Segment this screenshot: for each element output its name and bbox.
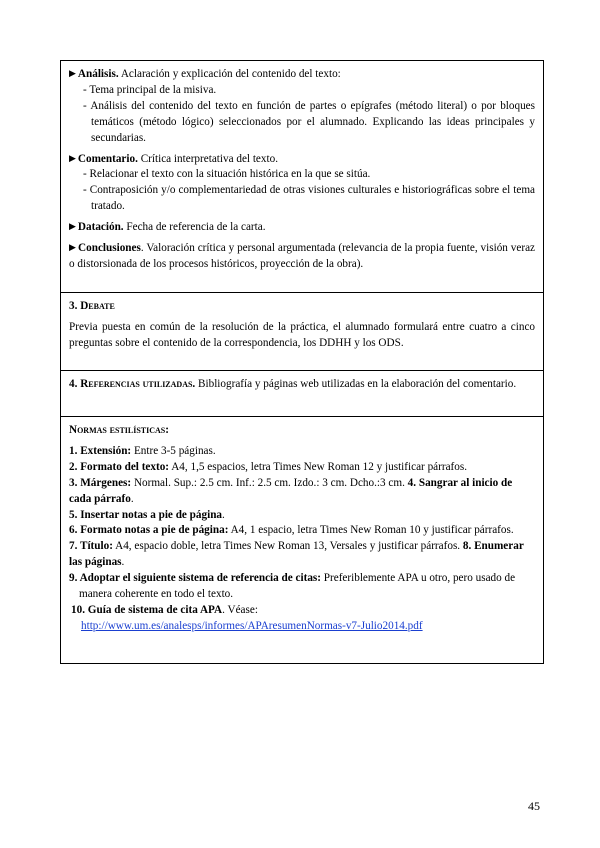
norm-label: 2. Formato del texto: (69, 460, 170, 473)
norm-label: 3. Márgenes: (69, 476, 132, 489)
references-title: Referencias utilizadas. (80, 378, 196, 390)
comentario-text: Crítica interpretativa del texto. (137, 152, 278, 165)
norm-text: Entre 3-5 páginas. (131, 444, 216, 457)
right-triangle-icon: ▶ (69, 68, 76, 78)
norm-text: A4, 1 espacio, letra Times New Roman 10 y justificar párrafos. (228, 524, 514, 537)
conclusiones-title: Conclusiones (78, 242, 141, 255)
list-item: - Tema principal de la misiva. (83, 83, 217, 96)
debate-title: Debate (80, 300, 115, 312)
debate-number: 3. (69, 300, 81, 312)
norm-label: 10. Guía de sistema de cita APA (71, 603, 223, 616)
debate-section (60, 292, 544, 370)
norm-text: Normal. Sup.: 2.5 cm. Inf.: 2.5 cm. Izdo.: 3 cm. Dcho.:3 cm. (131, 476, 408, 489)
right-triangle-icon: ▶ (69, 242, 77, 253)
norm-link-row (69, 619, 535, 635)
analisis-title: Análisis. (77, 68, 119, 80)
norm-label: 4. Sangrar al inicio de cada párrafo (69, 476, 513, 505)
comentario-title: Comentario. (77, 152, 138, 165)
norm-item (69, 523, 535, 539)
norm-item (69, 476, 535, 508)
page-number: 45 (528, 799, 540, 813)
conclusiones-text: . Valoración crítica y personal argumentada (relevancia de la propia fuente, visión veraz o distorsionada de los procesos históricos, proyección de la obra). (69, 242, 536, 270)
references-number: 4. (69, 378, 81, 390)
norm-text: . (130, 492, 134, 505)
norm-label: 1. Extensión: (69, 444, 132, 457)
norm-label: 8. Enumerar las páginas (69, 540, 524, 569)
norm-label: 6. Formato notas a pie de página: (69, 524, 229, 537)
norm-label: 5. Insertar notas a pie de página (69, 508, 223, 521)
norm-item (69, 444, 535, 460)
list-item: - Análisis del contenido del texto en función de partes o epígrafes (método literal) o por bloques temáticos (método lógico) seleccionados por el alumnado. Explicando las ideas principales y secundarias. (83, 99, 535, 144)
debate-text: Previa puesta en común de la resolución de la práctica, el alumnado formulará entre cuatro a cinco preguntas sobre el contenido de la correspondencia, los DDHH y los ODS. (69, 320, 535, 349)
norm-text: . (222, 508, 225, 521)
comentario-heading (69, 152, 535, 168)
norm-label: 7. Título: (69, 540, 113, 553)
right-triangle-icon: ▶ (69, 221, 76, 232)
apa-guide-link[interactable]: http://www.um.es/analesps/informes/APAresumenNormas-v7-Julio2014.pdf (81, 619, 423, 632)
datacion-heading (69, 220, 535, 236)
norm-item (69, 603, 535, 619)
norm-label: 9. Adoptar el siguiente sistema de referencia de citas: (69, 572, 321, 585)
norm-text: A4, 1,5 espacios, letra Times New Roman 12 y justificar párrafos. (169, 460, 468, 473)
norm-text: . (121, 556, 125, 569)
references-text: Bibliografía y páginas web utilizadas en la elaboración del comentario. (195, 378, 517, 390)
datacion-text: Fecha de referencia de la carta. (123, 221, 266, 234)
analisis-heading (69, 67, 535, 83)
style-norms-section (60, 416, 544, 664)
norm-text: A4, espacio doble, letra Times New Roman 13, Versales y justificar párrafos. (112, 540, 463, 553)
norms-title: Normas estilísticas: (69, 424, 169, 436)
debate-heading (69, 299, 535, 315)
right-triangle-icon: ▶ (69, 152, 76, 163)
list-item: - Contraposición y/o complementariedad de otras visiones culturales e historiográficas sobre el tema tratado. (83, 184, 535, 213)
norm-item (69, 539, 535, 571)
norm-item (69, 571, 535, 603)
analysis-section (60, 60, 544, 292)
references-section (60, 370, 544, 416)
datacion-title: Datación. (77, 221, 124, 234)
norm-text: . Véase: (222, 603, 258, 616)
references-heading (69, 377, 535, 393)
norm-item (69, 460, 535, 476)
norm-item (69, 508, 535, 524)
list-item: - Relacionar el texto con la situación histórica en la que se sitúa. (83, 168, 371, 181)
analisis-text: Aclaración y explicación del contenido del texto: (118, 68, 341, 80)
norm-text: Preferiblemente APA u otro, pero usado de manera coherente en todo el texto. (79, 572, 516, 601)
conclusiones-heading (69, 241, 535, 273)
